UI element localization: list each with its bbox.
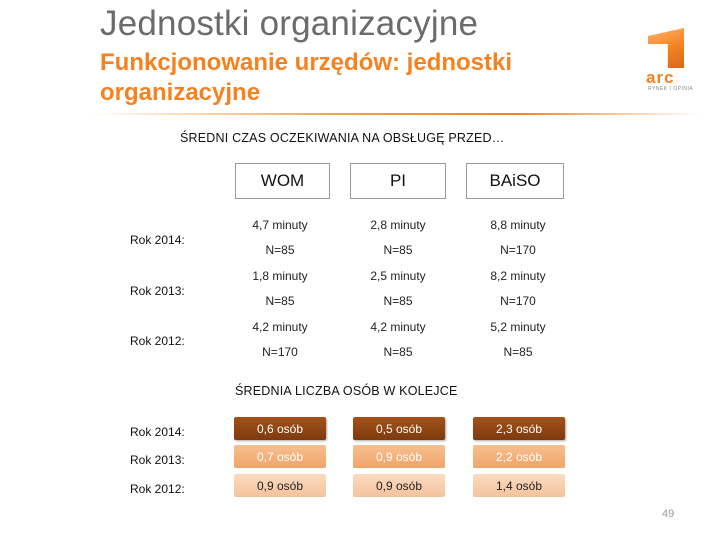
page-title: Jednostki organizacyjne (100, 4, 479, 43)
sample-size: N=85 (265, 294, 295, 308)
waiting-value: 4,2 minuty (370, 320, 426, 334)
row-label-2012: Rok 2012: (130, 334, 185, 348)
waiting-value: 5,2 minuty (490, 320, 546, 334)
waiting-value: 2,5 minuty (370, 269, 426, 283)
row-label-2013: Rok 2013: (130, 284, 185, 298)
waiting-value: 2,8 minuty (370, 218, 426, 232)
logo-subtext: RYNEK I OPINIA (648, 86, 694, 92)
waiting-time-heading: ŚREDNI CZAS OCZEKIWANIA NA OBSŁUGĘ PRZED… (180, 131, 505, 145)
sample-size: N=85 (503, 345, 533, 359)
queue-value: 1,4 osób (473, 474, 565, 497)
row-label-2012: Rok 2012: (130, 482, 185, 496)
column-header-pi: PI (350, 163, 446, 199)
row-label-2013: Rok 2013: (130, 453, 185, 467)
queue-value: 0,7 osób (234, 445, 326, 468)
sample-size: N=85 (383, 345, 413, 359)
logo-text: arc (646, 68, 675, 87)
arc-logo-icon (648, 28, 684, 68)
row-label-2014: Rok 2014: (130, 233, 185, 247)
page-number: 49 (662, 508, 675, 520)
sample-size: N=170 (500, 243, 536, 257)
queue-value: 0,5 osób (353, 417, 445, 440)
page-subtitle: Funkcjonowanie urzędów: jednostki organizacyjne (100, 49, 513, 106)
queue-heading: ŚREDNIA LICZBA OSÓB W KOLEJCE (235, 384, 458, 398)
waiting-value: 1,8 minuty (252, 269, 308, 283)
column-header-wom: WOM (235, 163, 330, 199)
queue-value: 0,9 osób (234, 474, 326, 497)
row-label-2014: Rok 2014: (130, 425, 185, 439)
arc-logo (640, 28, 696, 94)
queue-value: 2,2 osób (473, 445, 565, 468)
sample-size: N=170 (262, 345, 298, 359)
waiting-value: 4,2 minuty (252, 320, 308, 334)
sample-size: N=85 (383, 294, 413, 308)
waiting-value: 8,2 minuty (490, 269, 546, 283)
header-divider (90, 113, 700, 115)
waiting-value: 8,8 minuty (490, 218, 546, 232)
queue-value: 2,3 osób (473, 417, 565, 440)
sample-size: N=85 (383, 243, 413, 257)
sample-size: N=170 (500, 294, 536, 308)
queue-value: 0,9 osób (353, 445, 445, 468)
queue-value: 0,9 osób (353, 474, 445, 497)
column-header-baiso: BAiSO (466, 163, 564, 199)
queue-value: 0,6 osób (234, 417, 326, 440)
sample-size: N=85 (265, 243, 295, 257)
waiting-value: 4,7 minuty (252, 218, 308, 232)
